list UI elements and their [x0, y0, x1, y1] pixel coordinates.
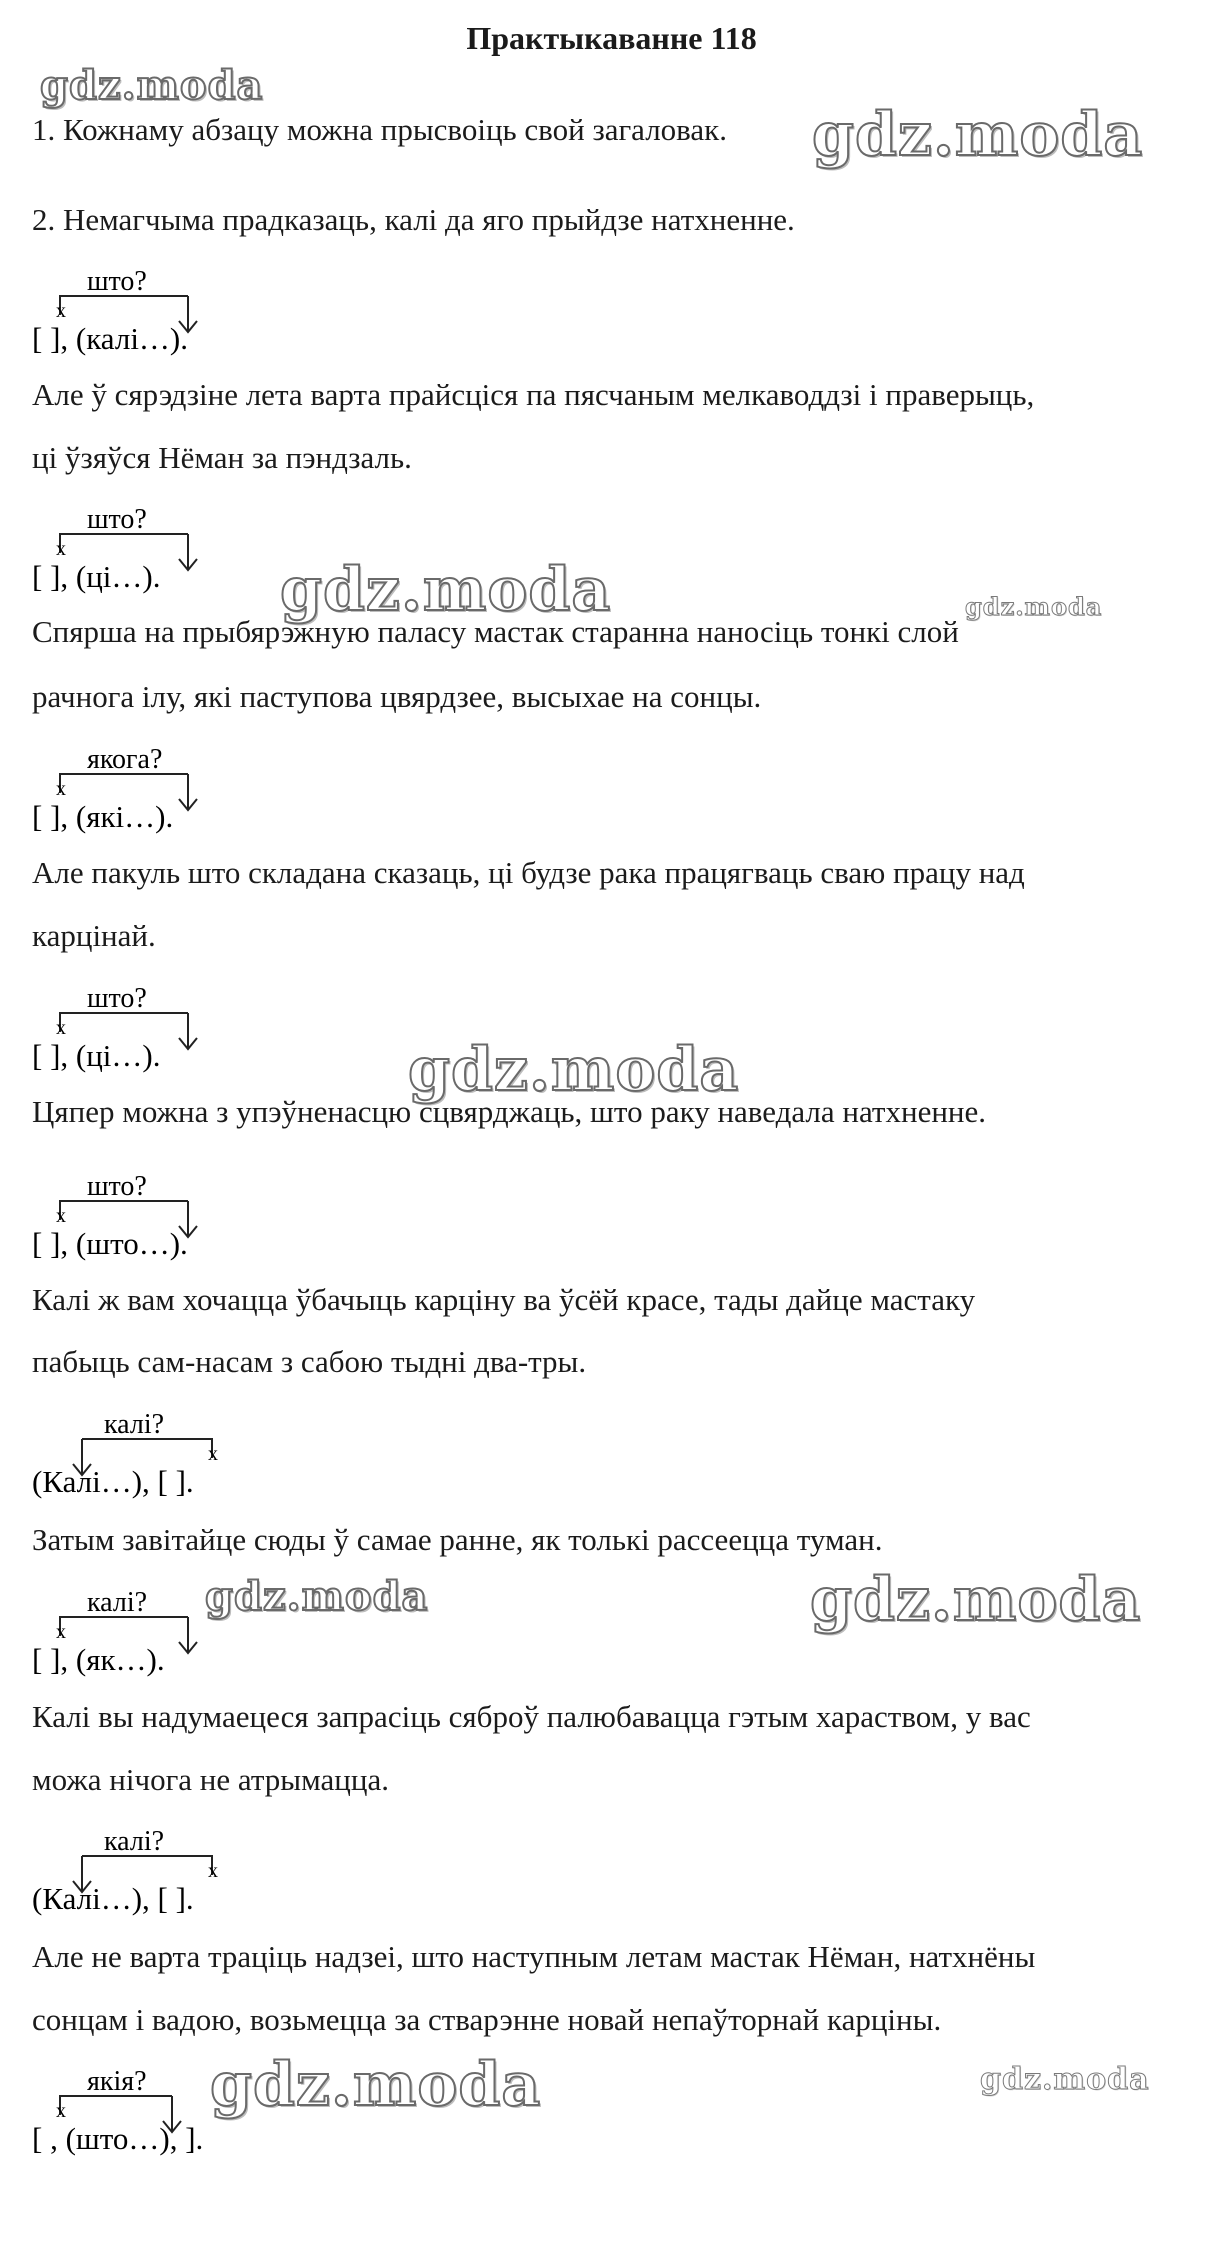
watermark: gdz.moda	[210, 2050, 542, 2120]
text-line: сонцам і вадою, возьмецца за стварэнне новай непаўторнай карціны.	[32, 2002, 942, 2037]
text-line: ці ўзяўся Нёман за пэндзаль.	[32, 440, 412, 475]
watermark: gdz.moda	[810, 1565, 1142, 1635]
watermark: gdz.moda	[205, 1573, 429, 1620]
text-line: Але не варта траціць надзеі, што наступным летам мастак Нёман, натхнёны	[32, 1939, 1036, 1974]
scheme-subject-x: x	[56, 538, 66, 560]
text-line: Калі вы надумаецеся запрасіць сяброў палюбавацца гэтым хараством, у вас	[32, 1699, 1031, 1734]
sentence-scheme	[32, 972, 452, 1072]
scheme-question: калі?	[104, 1409, 165, 1440]
scheme-formula: [ ], (калі…).	[32, 321, 188, 356]
text-line: карцінай.	[32, 918, 156, 953]
scheme-subject-x: x	[208, 1860, 218, 1882]
scheme-formula: [ ], (як…).	[32, 1642, 165, 1677]
scheme-formula: [ ], (што…).	[32, 1226, 188, 1261]
scheme-question: калі?	[87, 1587, 148, 1618]
scheme-subject-x: x	[56, 778, 66, 800]
text-line: рачнога ілу, які паступова цвярдзее, высыхае на сонцы.	[32, 679, 762, 714]
scheme-formula: [ , (што…), ].	[32, 2121, 204, 2156]
scheme-question: якога?	[87, 744, 163, 775]
scheme-subject-x: x	[56, 1621, 66, 1643]
scheme-question: калі?	[104, 1826, 165, 1857]
watermark: gdz.moda	[965, 592, 1103, 621]
watermark: gdz.moda	[280, 555, 612, 625]
sentence-scheme	[32, 1815, 452, 1915]
scheme-question: якія?	[87, 2066, 147, 2097]
scheme-subject-x: x	[56, 300, 66, 322]
page-title: Практыкаванне 118	[466, 20, 757, 56]
text-line: Цяпер можна з упэўненасцю сцвярджаць, што раку наведала натхненне.	[32, 1094, 987, 1129]
watermark: gdz.moda	[980, 2062, 1150, 2097]
sentence-scheme	[32, 1398, 452, 1498]
text-line: Калі ж вам хочацца ўбачыць карціну ва ўсёй красе, тады дайце мастаку	[32, 1282, 976, 1317]
scheme-question: што?	[87, 504, 147, 535]
watermark: gdz.moda	[408, 1035, 740, 1105]
text-line: Спярша на прыбярэжную паласу мастак старанна наносіць тонкі слой	[32, 614, 959, 649]
sentence-scheme	[32, 733, 452, 833]
scheme-formula: (Калі…), [ ].	[32, 1464, 194, 1499]
scheme-subject-x: x	[208, 1443, 218, 1465]
sentence-scheme	[32, 1160, 452, 1260]
text-line: можа нічога не атрымацца.	[32, 1762, 389, 1797]
scheme-formula: [ ], (ці…).	[32, 1038, 161, 1073]
scheme-formula: [ ], (ці…).	[32, 559, 161, 594]
scheme-subject-x: x	[56, 1205, 66, 1227]
sentence-2: 2. Немагчыма прадказаць, калі да яго прыйдзе натхненне.	[32, 202, 795, 237]
watermark: gdz.moda	[812, 100, 1144, 170]
scheme-formula: [ ], (які…).	[32, 799, 174, 834]
watermark: gdz.moda	[40, 62, 264, 109]
scheme-question: што?	[87, 266, 147, 297]
text-line: Але ў сярэдзіне лета варта прайсціся па пясчаным мелкаводдзі і праверыць,	[32, 377, 1035, 412]
scheme-formula: (Калі…), [ ].	[32, 1881, 194, 1916]
scheme-subject-x: x	[56, 1017, 66, 1039]
text-line: Але пакуль што складана сказаць, ці будзе рака працягваць сваю працу над	[32, 855, 1025, 890]
scheme-question: што?	[87, 1171, 147, 1202]
scheme-subject-x: x	[56, 2100, 66, 2122]
scheme-question: што?	[87, 983, 147, 1014]
sentence-1: 1. Кожнаму абзацу можна прысвоіць свой загаловак.	[32, 112, 727, 147]
sentence-scheme	[32, 255, 452, 355]
text-line: Затым завітайце сюды ў самае ранне, як толькі рассеецца туман.	[32, 1522, 883, 1557]
text-line: пабыць сам-насам з сабою тыдні два-тры.	[32, 1344, 587, 1379]
